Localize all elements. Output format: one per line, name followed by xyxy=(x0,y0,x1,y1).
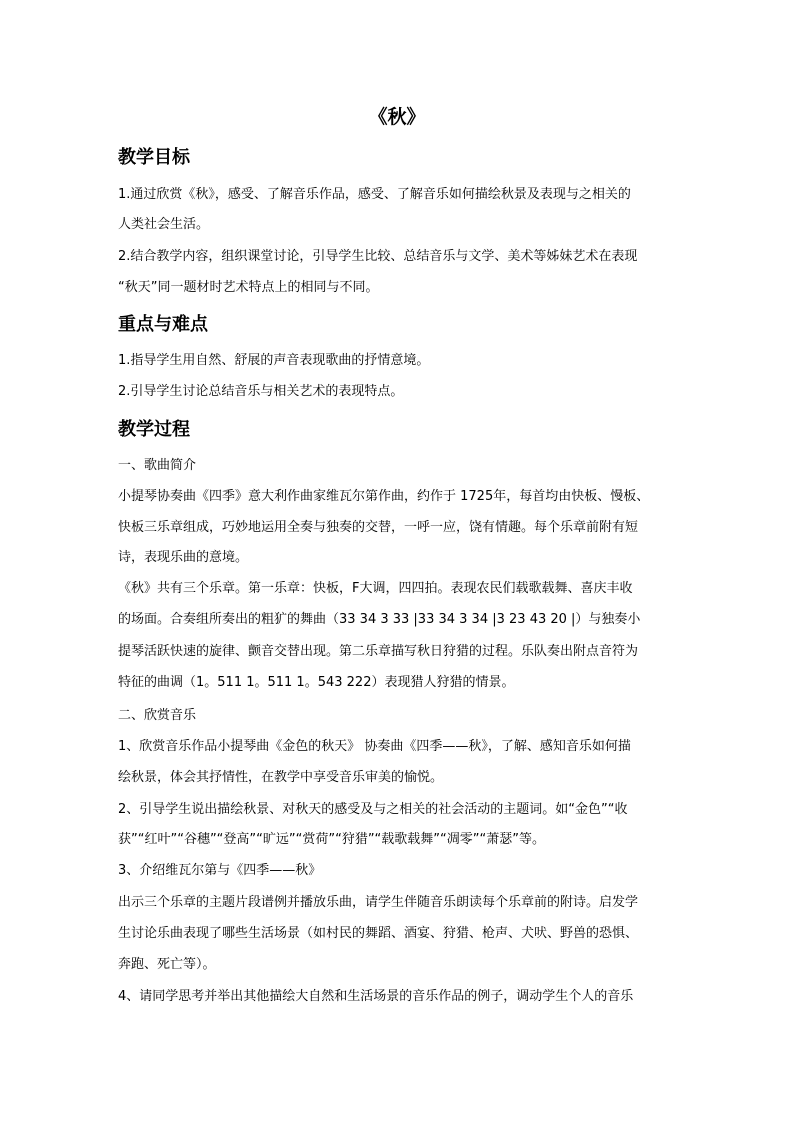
process-line: 的场面。合奏组所奏出的粗犷的舞曲（33 34 3 33 |33 34 3 34 |3 23 43 20 |）与独奏小 xyxy=(118,612,641,627)
process-line: 2、引导学生说出描绘秋景、对秋天的感受及与之相关的社会活动的主题词。如“金色”“收 xyxy=(118,802,628,817)
process-line: 快板三乐章组成，巧妙地运用全奏与独奏的交替，一呼一应，饶有情趣。每个乐章前附有短 xyxy=(118,520,639,535)
process-line: 出示三个乐章的主题片段谱例并播放乐曲，请学生伴随音乐朗读每个乐章前的附诗。启发学 xyxy=(118,895,639,910)
section-heading-keypoints: 重点与难点 xyxy=(118,314,208,335)
process-line: 奔跑、死亡等）。 xyxy=(118,957,216,972)
objectives-line: 2.结合教学内容，组织课堂讨论，引导学生比较、总结音乐与文学、美术等姊妹艺术在表现 xyxy=(118,249,638,264)
process-line: 一、歌曲简介 xyxy=(118,458,197,473)
objectives-line: 人类社会生活。 xyxy=(118,217,210,232)
process-line: 3、介绍维瓦尔第与《四季——秋》 xyxy=(118,863,322,878)
process-line: 1、欣赏音乐作品小提琴曲《金色的秋天》 协奏曲《四季——秋》，了解、感知音乐如何描 xyxy=(118,739,631,754)
process-line: 二、欣赏音乐 xyxy=(118,708,197,723)
process-line: 《秋》共有三个乐章。第一乐章：快板，F大调，四四拍。表现农民们载歌载舞、喜庆丰收 xyxy=(118,581,633,596)
process-line: 生讨论乐曲表现了哪些生活场景（如村民的舞蹈、酒宴、狩猎、枪声、犬吠、野兽的恐惧、 xyxy=(118,926,639,941)
keypoints-line: 1.指导学生用自然、舒展的声音表现歌曲的抒情意境。 xyxy=(118,353,430,368)
objectives-line: “秋天”同一题材时艺术特点上的相同与不同。 xyxy=(118,280,379,295)
objectives-line: 1.通过欣赏《秋》，感受、了解音乐作品，感受、了解音乐如何描绘秋景及表现与之相关的 xyxy=(118,187,631,202)
document-title: 《秋》 xyxy=(368,106,426,128)
section-heading-process: 教学过程 xyxy=(118,419,190,440)
process-line: 提琴活跃快速的旋律、颤音交替出现。第二乐章描写秋日狩猎的过程。乐队奏出附点音符为 xyxy=(118,644,639,659)
section-heading-objectives: 教学目标 xyxy=(118,147,190,168)
process-line: 绘秋景，体会其抒情性，在教学中享受音乐审美的愉悦。 xyxy=(118,770,444,785)
process-line: 诗，表现乐曲的意境。 xyxy=(118,550,249,565)
process-line: 小提琴协奏曲《四季》意大利作曲家维瓦尔第作曲，约作于 1725年，每首均由快板、慢板、 xyxy=(118,489,650,504)
process-line: 特征的曲调（1。511 1。511 1。543 222）表现猎人狩猎的情景。 xyxy=(118,675,515,690)
keypoints-line: 2.引导学生讨论总结音乐与相关艺术的表现特点。 xyxy=(118,384,404,399)
process-line: 4、请同学思考并举出其他描绘大自然和生活场景的音乐作品的例子，调动学生个人的音乐 xyxy=(118,989,634,1004)
process-line: 获”“红叶”“谷穗”“登高”“旷远”“赏荷”“狩猎”“载歌载舞”“凋零”“萧瑟”等。 xyxy=(118,832,545,847)
